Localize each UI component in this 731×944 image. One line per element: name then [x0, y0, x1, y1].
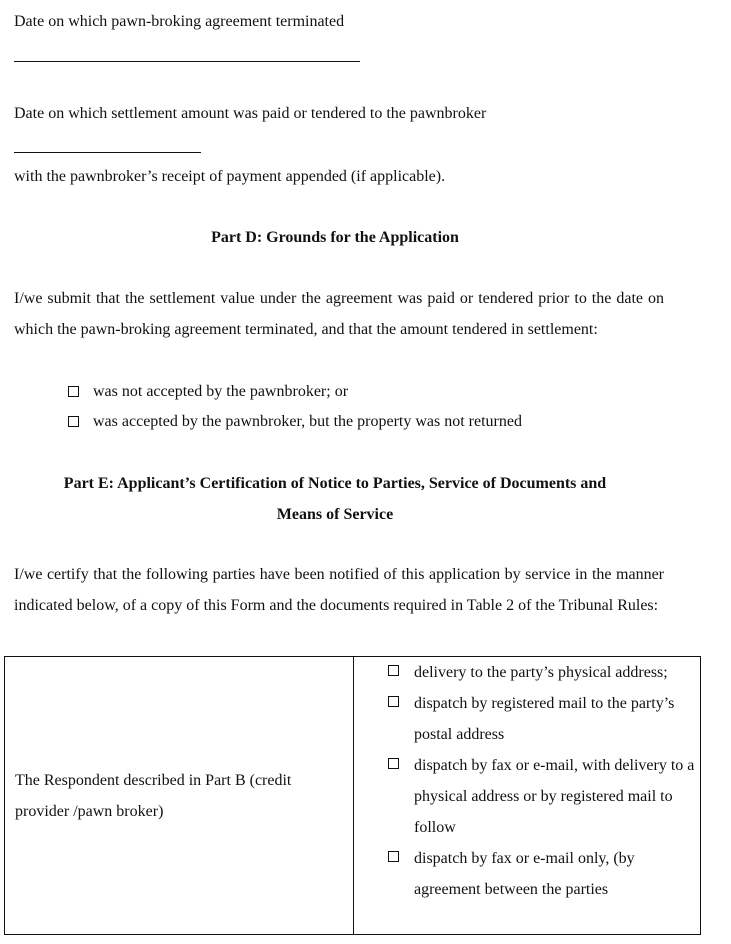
party-cell — [5, 657, 354, 935]
checkbox-not-accepted[interactable] — [68, 386, 79, 397]
part-e-heading-line2: Means of Service — [276, 506, 394, 523]
settlement-date-field[interactable] — [14, 152, 201, 153]
service-method-fax-email-followup — [388, 750, 700, 843]
service-method-label: dispatch by fax or e-mail, with delivery to a physical address or by registered mail to follow — [414, 757, 695, 836]
checkbox-fax-email-only[interactable] — [388, 851, 399, 862]
checkbox-physical-delivery[interactable] — [388, 665, 399, 676]
service-methods-cell — [354, 657, 701, 935]
service-table — [4, 656, 701, 935]
table-row — [5, 657, 701, 935]
ground-option-not-returned — [68, 406, 522, 437]
checkbox-not-returned[interactable] — [68, 416, 79, 427]
termination-date-label: Date on which pawn-broking agreement terminated — [14, 13, 345, 30]
service-method-label: dispatch by registered mail to the party’s postal address — [414, 695, 675, 743]
service-method-fax-email-only — [388, 843, 700, 905]
termination-date-field[interactable] — [14, 61, 360, 62]
part-e-paragraph: I/we certify that the following parties have been notified of this application by service in the manner indicated below, of a copy of this Form and the documents required in Table 2 of the Tribunal Rules: — [14, 566, 664, 614]
ground-option-label: was not accepted by the pawnbroker; or — [93, 383, 349, 400]
part-e-heading-line1: Part E: Applicant’s Certification of Notice to Parties, Service of Documents and — [63, 475, 607, 492]
part-d-paragraph: I/we submit that the settlement value under the agreement was paid or tendered prior to the date on which the pawn-broking agreement terminated, and that the amount tendered in settlement: — [14, 290, 664, 338]
receipt-note: with the pawnbroker’s receipt of payment appended (if applicable). — [14, 168, 446, 185]
service-method-physical — [388, 657, 700, 688]
ground-option-label: was accepted by the pawnbroker, but the property was not returned — [93, 413, 522, 430]
settlement-date-label: Date on which settlement amount was paid or tendered to the pawnbroker — [14, 105, 487, 122]
part-d-heading: Part D: Grounds for the Application — [211, 229, 459, 246]
checkbox-registered-mail[interactable] — [388, 696, 399, 707]
service-method-label: delivery to the party’s physical address; — [414, 664, 668, 681]
ground-option-not-accepted — [68, 376, 348, 407]
service-method-label: dispatch by fax or e-mail only, (by agreement between the parties — [414, 850, 635, 898]
checkbox-fax-email-followup[interactable] — [388, 758, 399, 769]
service-method-registered-mail — [388, 688, 700, 750]
service-methods-list — [354, 657, 700, 905]
party-description: The Respondent described in Part B (credit provider /pawn broker) — [15, 771, 292, 820]
